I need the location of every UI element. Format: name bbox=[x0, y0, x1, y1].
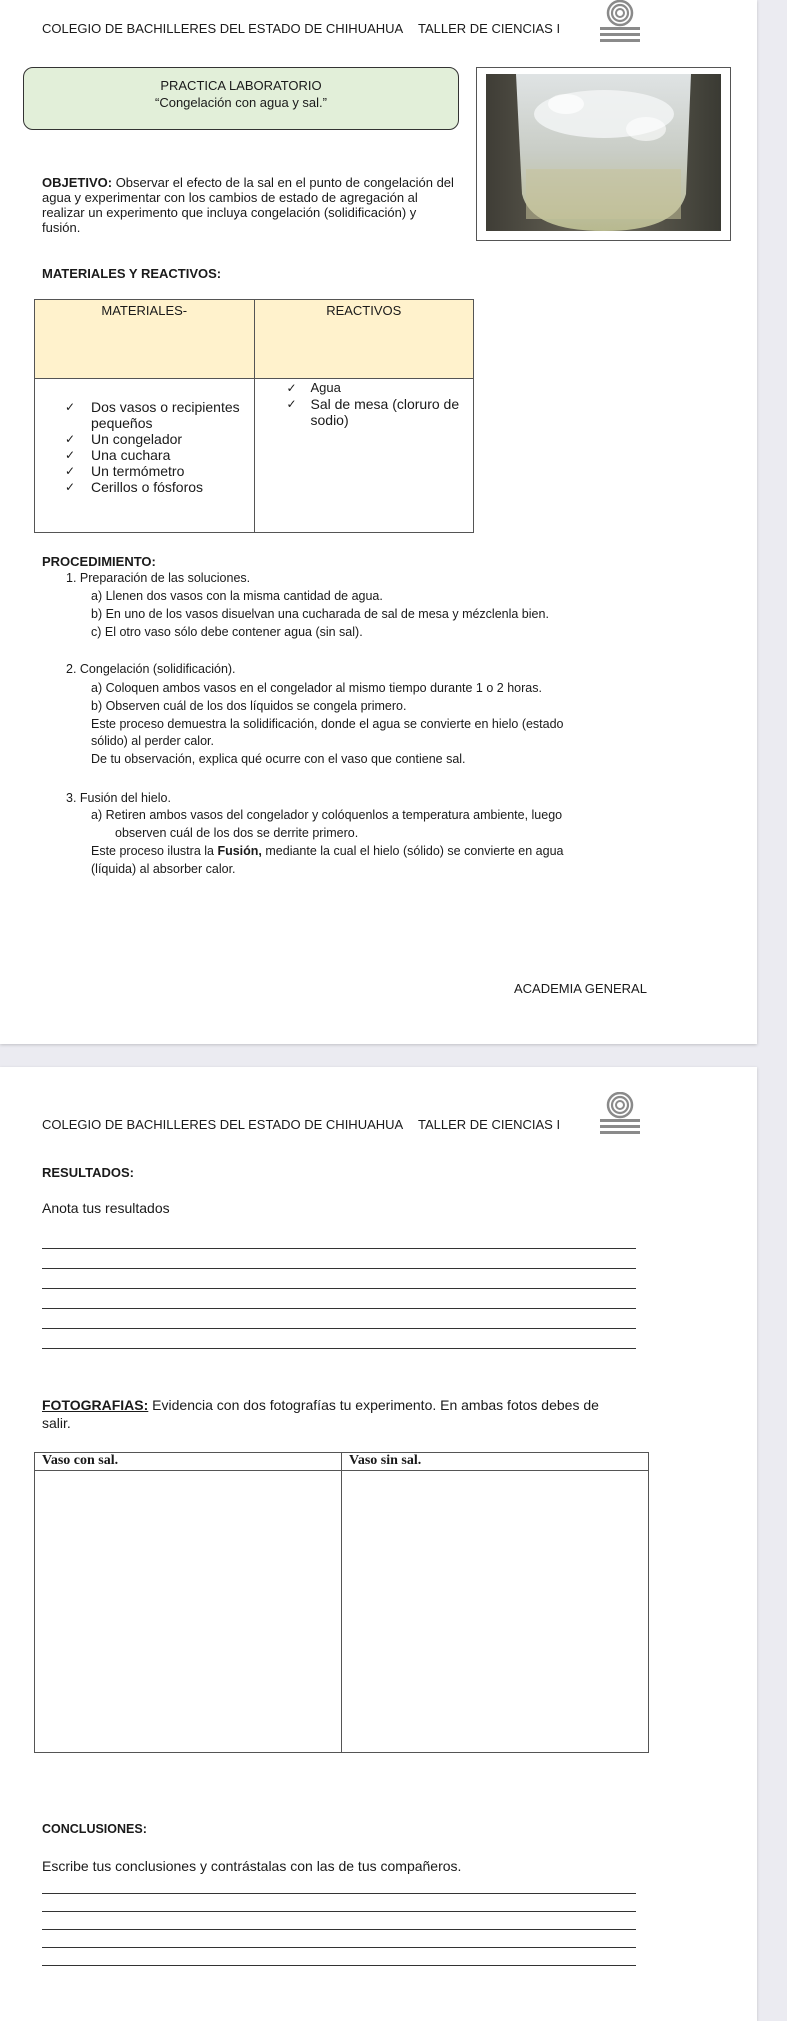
procedure-line: De tu observación, explica qué ocurre con el vaso que contiene sal. bbox=[91, 752, 466, 766]
procedure-line: Este proceso ilustra la Fusión, mediante la cual el hielo (sólido) se convierte en agua bbox=[91, 844, 564, 858]
check-icon: ✓ bbox=[65, 464, 76, 478]
school-name: COLEGIO DE BACHILLERES DEL ESTADO DE CHIHUAHUA bbox=[42, 21, 404, 36]
procedure-line: a) Coloquen ambos vasos en el congelador al mismo tiempo durante 1 o 2 horas. bbox=[91, 681, 542, 695]
procedure-line: a) Retiren ambos vasos del congelador y colóquenlos a temperatura ambiente, luego bbox=[91, 808, 563, 822]
course-name: TALLER DE CIENCIAS I bbox=[418, 1117, 561, 1132]
reagents-list-item: ✓ Agua bbox=[286, 380, 341, 395]
photo-frame bbox=[476, 67, 731, 241]
answer-line[interactable] bbox=[42, 1248, 636, 1249]
reagents-column-header: REACTIVOS bbox=[254, 300, 474, 379]
procedure-line: b) Observen cuál de los dos líquidos se congela primero. bbox=[91, 699, 407, 713]
answer-line[interactable] bbox=[42, 1929, 636, 1930]
check-icon: ✓ bbox=[65, 432, 76, 446]
check-icon: ✓ bbox=[65, 448, 76, 462]
procedure-line: sólido) al perder calor. bbox=[91, 734, 214, 748]
photo-column-with-salt: Vaso con sal. bbox=[35, 1453, 342, 1471]
reagents-list bbox=[255, 380, 474, 428]
answer-line[interactable] bbox=[42, 1308, 636, 1309]
materials-list-item: ✓ Una cuchara bbox=[65, 447, 171, 463]
procedure-line: a) Llenen dos vasos con la misma cantidad de agua. bbox=[91, 589, 383, 603]
photos-label: FOTOGRAFIAS: bbox=[42, 1397, 149, 1413]
photo-slot-without-salt[interactable] bbox=[342, 1471, 649, 1753]
answer-line[interactable] bbox=[42, 1911, 636, 1912]
procedure-line: b) En uno de los vasos disuelvan una cucharada de sal de mesa y mézclenla bien. bbox=[91, 607, 549, 621]
photo-slot-with-salt[interactable] bbox=[35, 1471, 342, 1753]
answer-line[interactable] bbox=[42, 1288, 636, 1289]
reagents-list-item: ✓ Sal de mesa (cloruro de sodio) bbox=[286, 396, 460, 428]
photos-instructions: FOTOGRAFIAS: Evidencia con dos fotografías tu experimento. En ambas fotos debes de salir. bbox=[42, 1397, 599, 1431]
materials-column-header: MATERIALES- bbox=[35, 300, 255, 379]
check-icon: ✓ bbox=[65, 480, 76, 494]
school-name: COLEGIO DE BACHILLERES DEL ESTADO DE CHIHUAHUA bbox=[42, 1117, 404, 1132]
conclusions-heading: CONCLUSIONES: bbox=[42, 1822, 147, 1836]
check-icon: ✓ bbox=[286, 397, 297, 411]
objective-line-1: Observar el efecto de la sal en el punto de congelación del bbox=[112, 175, 454, 190]
answer-line[interactable] bbox=[42, 1965, 636, 1966]
answer-line[interactable] bbox=[42, 1328, 636, 1329]
page-1 bbox=[0, 0, 757, 1044]
procedure-line: observen cuál de los dos se derrite primero. bbox=[115, 826, 359, 840]
check-icon: ✓ bbox=[65, 400, 76, 414]
procedure-line: Este proceso demuestra la solidificación, donde el agua se convierte en hielo (estado bbox=[91, 717, 564, 731]
title-line-1: PRACTICA LABORATORIO bbox=[160, 78, 322, 93]
procedure-line: c) El otro vaso sólo debe contener agua (sin sal). bbox=[91, 625, 363, 639]
materials-list-item: ✓ Cerillos o fósforos bbox=[65, 479, 204, 495]
procedure-heading: PROCEDIMIENTO: bbox=[42, 554, 156, 569]
materials-list bbox=[35, 399, 254, 495]
procedure-step-1: 1. Preparación de las soluciones. bbox=[66, 571, 251, 585]
title-box bbox=[23, 67, 459, 130]
objective-line-4: fusión. bbox=[42, 220, 81, 235]
footer-academy: ACADEMIA GENERAL bbox=[514, 981, 647, 996]
results-heading: RESULTADOS: bbox=[42, 1165, 134, 1180]
materials-list-item: ✓ Un congelador bbox=[65, 431, 183, 447]
answer-line[interactable] bbox=[42, 1893, 636, 1894]
procedure-step-2: 2. Congelación (solidificación). bbox=[66, 662, 236, 676]
title-line-2: “Congelación con agua y sal.” bbox=[155, 95, 327, 110]
course-name: TALLER DE CIENCIAS I bbox=[418, 21, 561, 36]
materials-list-item: ✓ Un termómetro bbox=[65, 463, 185, 479]
answer-line[interactable] bbox=[42, 1348, 636, 1349]
check-icon: ✓ bbox=[286, 381, 297, 395]
photos-table bbox=[34, 1452, 649, 1753]
photo-column-without-salt: Vaso sin sal. bbox=[342, 1453, 649, 1471]
objective-line-3: realizar un experimento que incluya congelación (solidificación) y bbox=[42, 205, 417, 220]
objective bbox=[42, 175, 472, 235]
materials-heading: MATERIALES Y REACTIVOS: bbox=[42, 266, 222, 281]
answer-line[interactable] bbox=[42, 1947, 636, 1948]
answer-line[interactable] bbox=[42, 1268, 636, 1269]
results-prompt: Anota tus resultados bbox=[42, 1200, 170, 1216]
materials-table bbox=[34, 299, 474, 533]
school-logo-icon bbox=[598, 0, 642, 44]
procedure-step-3: 3. Fusión del hielo. bbox=[66, 791, 171, 805]
materials-list-item: ✓ Dos vasos o recipientes pequeños bbox=[65, 399, 240, 431]
conclusions-prompt: Escribe tus conclusiones y contrástalas con las de tus compañeros. bbox=[42, 1858, 462, 1874]
objective-line-2: agua y experimentar con los cambios de estado de agregación al bbox=[42, 190, 418, 205]
objective-label: OBJETIVO: bbox=[42, 175, 113, 190]
procedure-line: (líquida) al absorber calor. bbox=[91, 862, 236, 876]
school-logo-icon bbox=[598, 1092, 642, 1136]
frosted-glass-photo bbox=[486, 74, 721, 231]
